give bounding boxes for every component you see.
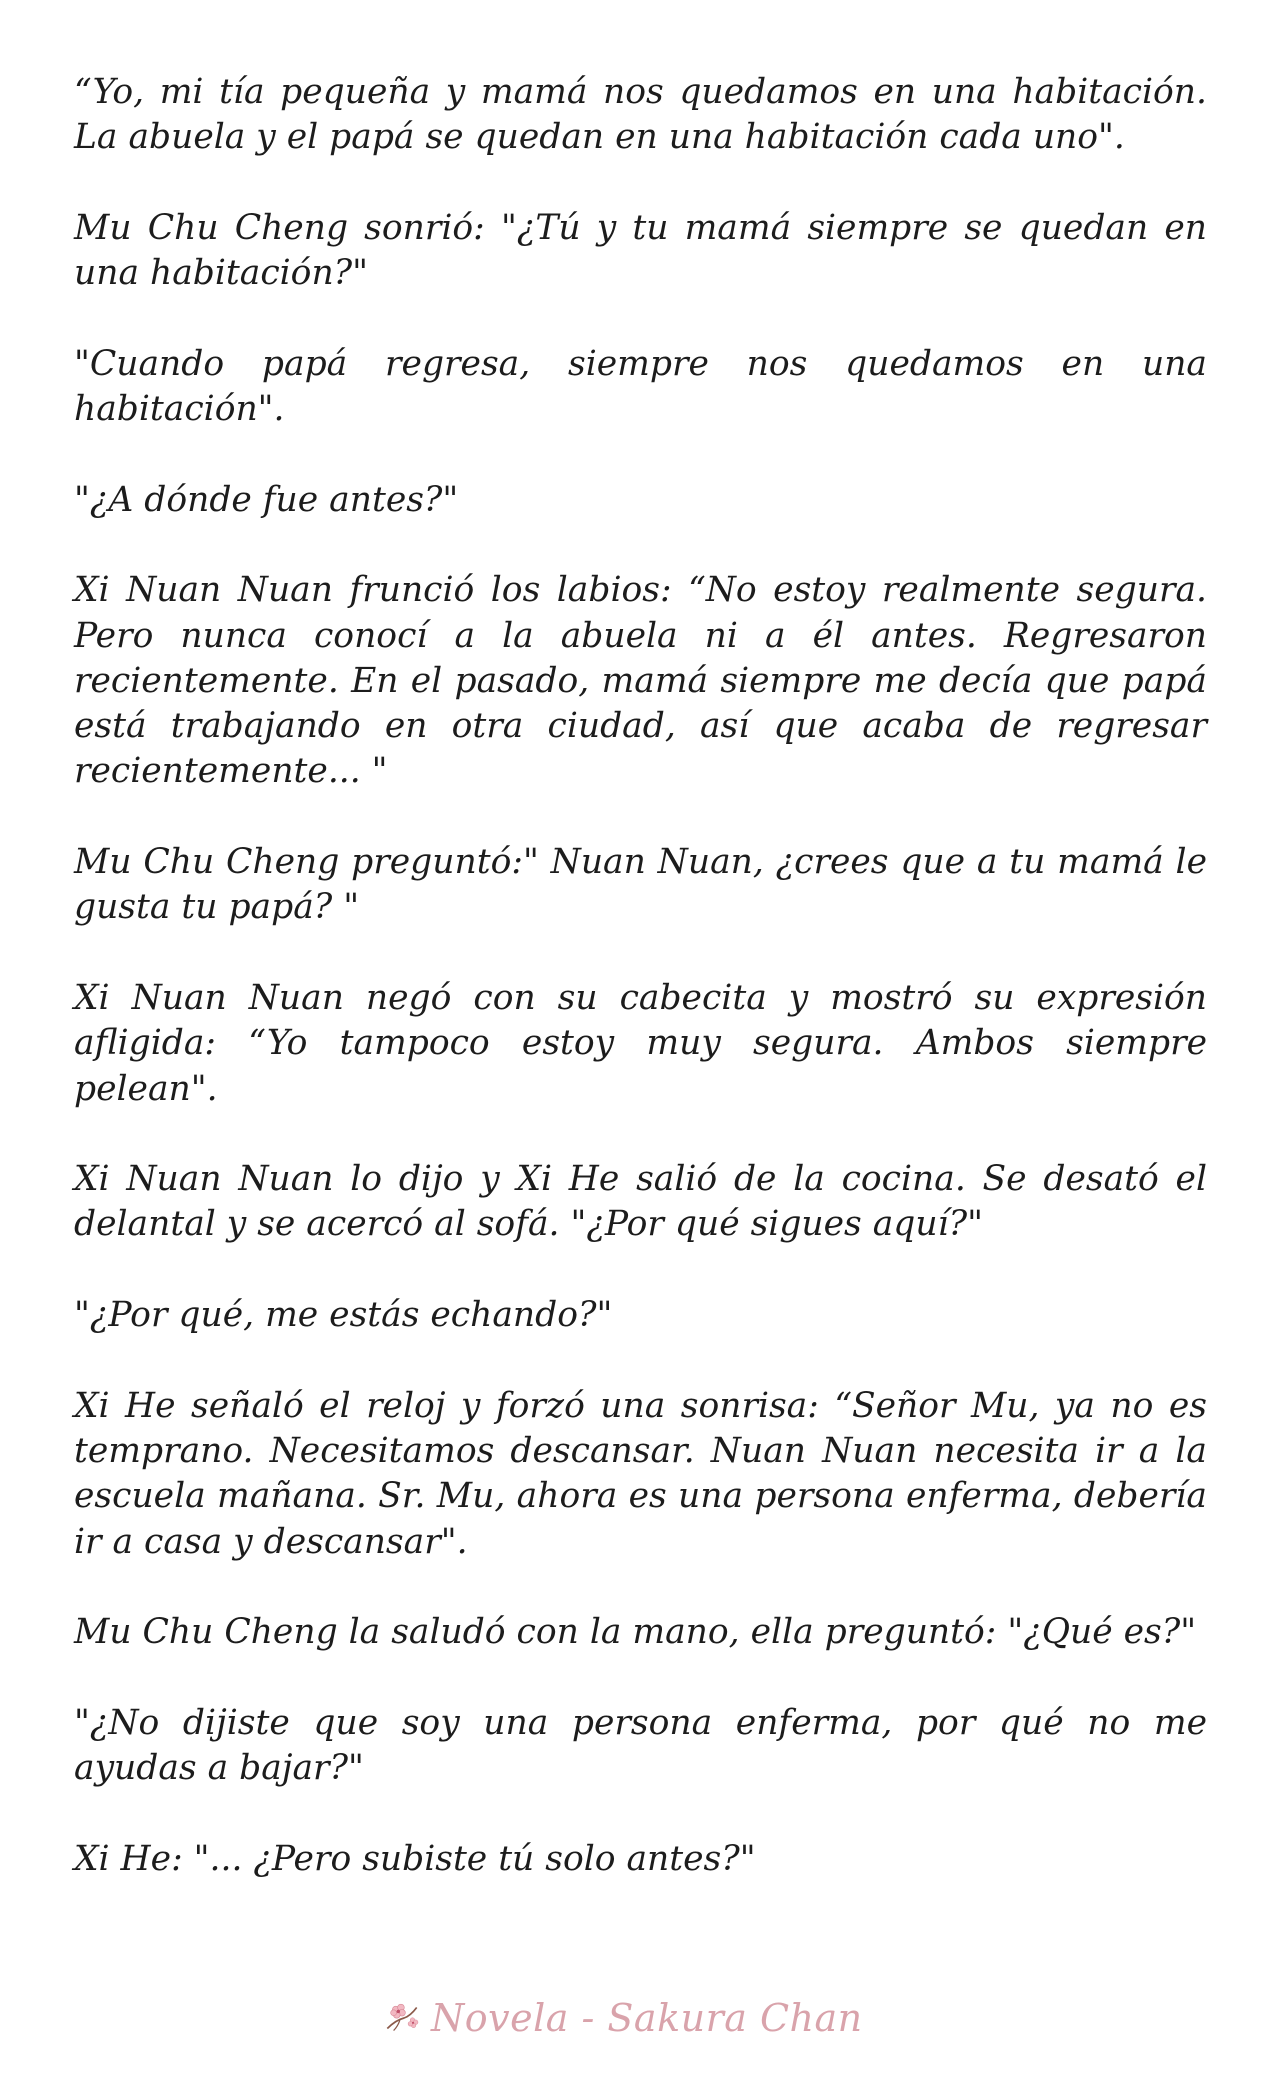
document-body: [74, 70, 1207, 1882]
paragraph: Xi Nuan Nuan lo dijo y Xi He salió de la cocina. Se desató el delantal y se acercó al sofá. "¿Por qué sigues aquí?": [74, 1159, 1207, 1245]
paragraph: "¿A dónde fue antes?": [74, 479, 459, 520]
paragraph: Mu Chu Cheng sonrió: "¿Tú y tu mamá siempre se quedan en una habitación?": [74, 207, 1207, 294]
paragraph: Xi Nuan Nuan negó con su cabecita y mostró su expresión afligida: “Yo tampoco estoy muy segura. Ambos siempre pelean".: [74, 977, 1207, 1109]
paragraph: “Yo, mi tía pequeña y mamá nos quedamos en una habitación. La abuela y el papá se quedan en una habitación cada uno".: [74, 72, 1207, 158]
paragraph: Xi Nuan Nuan frunció los labios: “No estoy realmente segura. Pero nunca conocí a la abuela ni a él antes. Regresaron recientemente. En el pasado, mamá siempre me decía que papá está trabajando en otra ciudad, así que acaba de regresar recientemente... ": [74, 570, 1207, 792]
paragraph: Mu Chu Cheng preguntó:" Nuan Nuan, ¿crees que a tu mamá le gusta tu papá? ": [74, 842, 1207, 928]
paragraph: Xi He señaló el reloj y forzó una sonrisa: “Señor Mu, ya no es temprano. Necesitamos descansar. Nuan Nuan necesita ir a la escuela mañana. Sr. Mu, ahora es una persona enferma, debería ir a casa y descansar".: [74, 1385, 1207, 1562]
paragraph: Xi He: "... ¿Pero subiste tú solo antes?": [74, 1838, 756, 1879]
paragraph: Mu Chu Cheng la saludó con la mano, ella preguntó: "¿Qué es?": [74, 1612, 1197, 1653]
watermark: [381, 1990, 981, 2046]
watermark-text: Novela - Sakura Chan: [431, 1996, 863, 2040]
paragraph: "¿No dijiste que soy una persona enferma, por qué no me ayudas a bajar?": [74, 1702, 1207, 1788]
paragraph: "¿Por qué, me estás echando?": [74, 1295, 613, 1336]
cherry-blossom-icon: [381, 1997, 423, 2039]
paragraph: "Cuando papá regresa, siempre nos quedamos en una habitación".: [74, 343, 1207, 430]
